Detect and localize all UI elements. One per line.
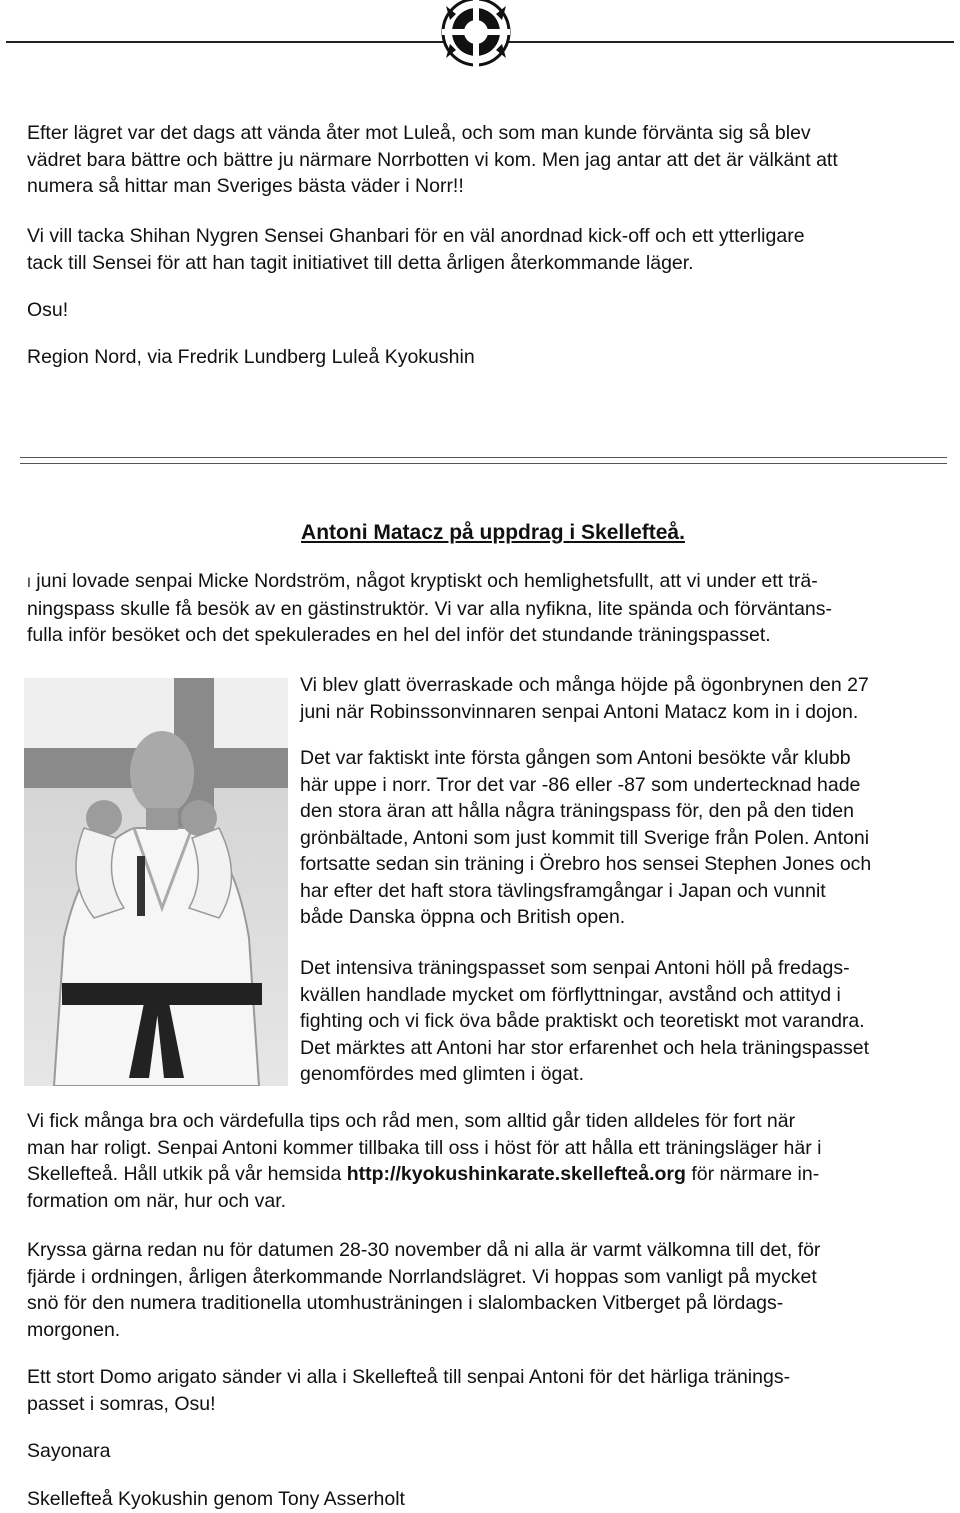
article-title: Antoni Matacz på uppdrag i Skellefteå. xyxy=(301,521,685,544)
text-line: genomfördes med glimten i ögat. xyxy=(300,1063,584,1085)
text-line: vädret bara bättre och bättre ju närmare Norrbotten vi kom. Men jag antar att det är välkänt att xyxy=(27,148,838,171)
intro-paragraph xyxy=(27,568,832,649)
paragraph xyxy=(27,120,838,200)
signature-line: Region Nord, via Fredrik Lundberg Luleå Kyokushin xyxy=(27,346,475,368)
text-line: juni när Robinssonvinnaren senpai Antoni Matacz kom in i dojon. xyxy=(300,700,859,723)
separator-rule xyxy=(20,457,947,458)
text-line: Efter lägret var det dags att vända åter mot Luleå, och som man kunde förvänta sig så blev xyxy=(27,122,811,144)
paragraph xyxy=(27,223,805,276)
text-line: har efter det haft stora tävlingsframgångar i Japan och vunnit xyxy=(300,879,826,902)
portrait-photo xyxy=(24,678,288,1086)
text-line-rest: juni lovade senpai Micke Nordström, något kryptiskt och hemlighetsfullt, att vi under ett trä- xyxy=(30,570,818,592)
kanku-logo-icon xyxy=(436,0,516,70)
separator-rule xyxy=(20,463,947,464)
paragraph xyxy=(300,745,871,931)
osu-line: Osu! xyxy=(27,299,69,321)
paragraph xyxy=(27,1364,790,1417)
text-line: både Danska öppna och British open. xyxy=(300,906,626,928)
text-line: Kryssa gärna redan nu för datumen 28-30 november då ni alla är varmt välkomna till det, för xyxy=(27,1239,821,1261)
website-link[interactable]: http://kyokushinkarate.skellefteå.org xyxy=(346,1163,686,1185)
text-line: man har roligt. Senpai Antoni kommer tillbaka till oss i höst för att hålla ett träningsläger här i xyxy=(27,1136,822,1159)
text-line: här uppe i norr. Tror det var -86 eller -87 som undertecknad hade xyxy=(300,773,861,796)
text-line: Det intensiva träningspasset som senpai Antoni höll på fredags- xyxy=(300,957,850,979)
text-line: snö för den numera traditionella utomhusträningen i slalombacken Vitberget på lördags- xyxy=(27,1292,784,1314)
text-line: numera så hittar man Sveriges bästa väder i Norr!! xyxy=(27,175,464,197)
text-line: Det märktes att Antoni har stor erfarenhet och hela träningspasset xyxy=(300,1036,870,1059)
text-segment: Skellefteå. Håll utkik på vår hemsida xyxy=(27,1163,347,1185)
text-line: fulla inför besöket och det spekulerades en hel del inför det stundande träningspasset. xyxy=(27,624,771,646)
paragraph xyxy=(27,1108,821,1214)
text-line: fjärde i ordningen, årligen återkommande Norrlandslägret. Vi hoppas som vanligt på mycket xyxy=(27,1265,817,1288)
sayonara-line: Sayonara xyxy=(27,1440,111,1462)
text-line xyxy=(27,1161,821,1188)
text-line: passet i somras, Osu! xyxy=(27,1392,216,1415)
text-line: grönbältade, Antoni som just kommit till Sverige från Polen. Antoni xyxy=(300,826,870,849)
paragraph xyxy=(300,955,869,1088)
text-line: ningspass skulle få besök av en gästinstruktör. Vi var alla nyfikna, lite spända och förväntans- xyxy=(27,597,833,620)
text-line: Vi fick många bra och värdefulla tips och råd men, som alltid går tiden alldeles för fort när xyxy=(27,1110,796,1132)
text-line xyxy=(27,568,832,596)
text-line: formation om när, hur och var. xyxy=(27,1189,287,1212)
author-line: Skellefteå Kyokushin genom Tony Asserholt xyxy=(27,1488,405,1510)
paragraph xyxy=(27,1237,820,1343)
text-line: Det var faktiskt inte första gången som Antoni besökte vår klubb xyxy=(300,747,851,769)
text-line: fortsatte sedan sin träning i Örebro hos sensei Stephen Jones och xyxy=(300,853,872,875)
paragraph xyxy=(300,672,869,725)
text-line: morgonen. xyxy=(27,1318,121,1341)
text-segment: för närmare in- xyxy=(685,1163,820,1185)
text-line: Ett stort Domo arigato sänder vi alla i Skellefteå till senpai Antoni för det härliga tränings- xyxy=(27,1366,791,1388)
text-line: kvällen handlade mycket om förflyttningar, avstånd och attityd i xyxy=(300,983,841,1006)
text-line: Vi vill tacka Shihan Nygren Sensei Ghanbari för en väl anordnad kick-off och ett ytterligare xyxy=(27,225,805,247)
intro-initial: I xyxy=(27,574,31,590)
text-line: fighting och vi fick öva både praktiskt och teoretiskt mot varandra. xyxy=(300,1010,865,1032)
text-line: den stora äran att hålla några träningspass för, den på den tiden xyxy=(300,800,854,822)
text-line: tack till Sensei för att han tagit initiativet till detta årligen återkommande läger. xyxy=(27,251,694,274)
text-line: Vi blev glatt överraskade och många höjde på ögonbrynen den 27 xyxy=(300,674,869,696)
